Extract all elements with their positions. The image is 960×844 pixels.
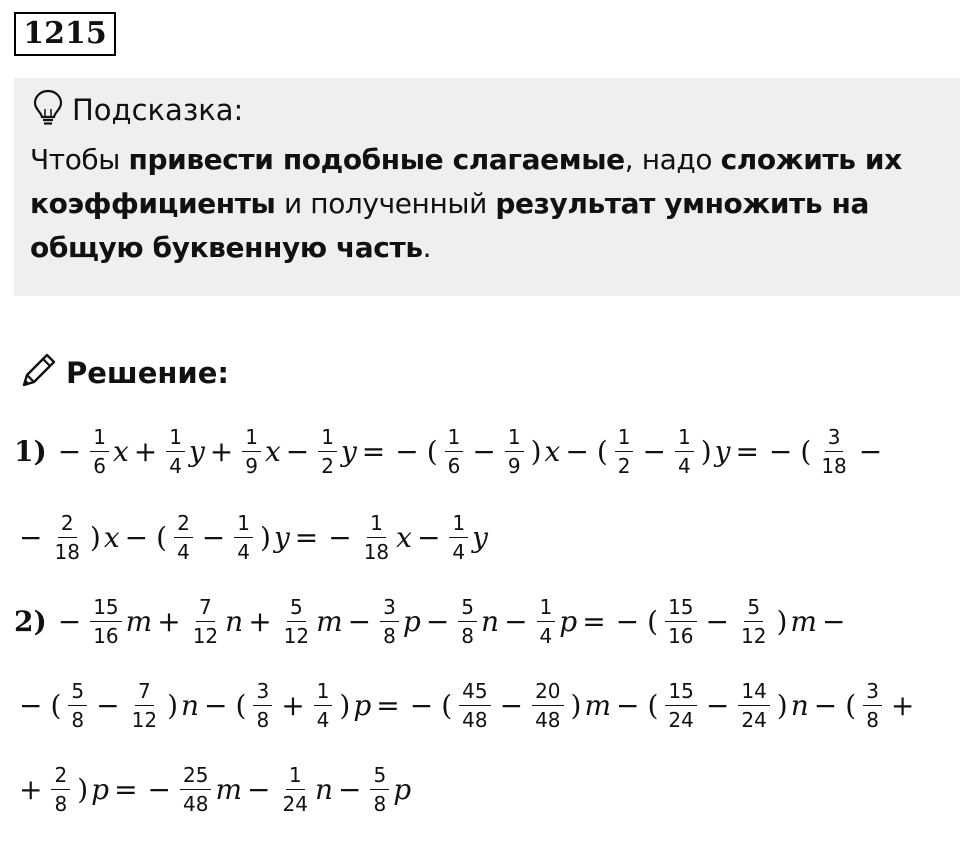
- denominator: 2: [617, 453, 631, 478]
- denominator: 2: [321, 453, 334, 478]
- denominator: 24: [741, 707, 767, 732]
- parenthesis: ): [167, 688, 178, 722]
- variable: x: [103, 520, 120, 554]
- parenthesis: (: [50, 688, 62, 722]
- variable: p: [393, 772, 412, 806]
- variable: m: [125, 604, 153, 638]
- variable: y: [188, 434, 205, 468]
- operator: −: [425, 604, 450, 638]
- operator: =: [735, 434, 759, 468]
- denominator: 8: [383, 623, 396, 648]
- fraction: [68, 679, 87, 732]
- variable: m: [584, 688, 612, 722]
- item-label-2: 2): [14, 604, 47, 638]
- operator: +: [281, 688, 305, 722]
- operator: +: [133, 434, 158, 468]
- solution-header: [18, 350, 229, 396]
- operator: −: [821, 604, 846, 638]
- operator: −: [328, 520, 352, 554]
- denominator: 16: [93, 623, 119, 648]
- numerator: 5: [68, 679, 87, 706]
- operator: +: [19, 772, 43, 806]
- denominator: 9: [245, 453, 258, 478]
- fraction: [129, 679, 160, 732]
- numerator: 1: [615, 425, 634, 452]
- operator: −: [565, 434, 589, 468]
- denominator: 9: [507, 453, 521, 478]
- numerator: 15: [90, 595, 121, 622]
- operator: =: [361, 434, 386, 468]
- fraction: [458, 595, 477, 648]
- variable: x: [396, 520, 412, 554]
- fraction: [234, 511, 253, 564]
- denominator: 12: [283, 623, 310, 648]
- fraction: [90, 595, 121, 648]
- numerator: 14: [738, 679, 769, 706]
- solution-line-5: [14, 756, 411, 822]
- denominator: 4: [316, 707, 330, 732]
- operator: +: [209, 434, 234, 468]
- hint-text-fragment: Чтобы: [30, 143, 129, 176]
- fraction: [281, 595, 312, 648]
- operator: −: [338, 772, 362, 806]
- denominator: 24: [668, 707, 694, 732]
- denominator: 4: [677, 453, 691, 478]
- variable: x: [112, 434, 129, 468]
- fraction: [370, 763, 389, 816]
- denominator: 6: [93, 453, 106, 478]
- variable: p: [353, 688, 372, 722]
- parenthesis: ): [570, 688, 582, 722]
- parenthesis: (: [647, 604, 659, 638]
- solution-title: Решение:: [66, 356, 230, 390]
- numerator: 1: [234, 511, 253, 538]
- hint-text-fragment: привести подобные слагаемые: [128, 143, 625, 176]
- operator: −: [409, 688, 434, 722]
- numerator: 1: [314, 679, 333, 706]
- parenthesis: (: [426, 434, 438, 468]
- fraction: [532, 679, 563, 732]
- denominator: 8: [373, 791, 387, 816]
- numerator: 2: [51, 763, 70, 790]
- denominator: 8: [866, 707, 879, 732]
- solution-line-4: [14, 672, 919, 738]
- operator: −: [858, 434, 883, 468]
- operator: =: [376, 688, 400, 722]
- fraction: [180, 763, 211, 816]
- denominator: 8: [54, 791, 68, 816]
- numerator: 1: [675, 425, 694, 452]
- fraction: [505, 425, 524, 478]
- denominator: 6: [447, 453, 461, 478]
- denominator: 4: [539, 623, 553, 648]
- fraction: [459, 679, 490, 732]
- denominator: 48: [462, 707, 488, 732]
- operator: −: [615, 604, 640, 638]
- fraction: [665, 679, 696, 732]
- fraction: [51, 763, 70, 816]
- numerator: 1: [445, 425, 464, 452]
- numerator: 1: [449, 511, 468, 538]
- solution-line-2: [14, 504, 488, 570]
- variable: y: [714, 434, 731, 468]
- operator: =: [582, 604, 606, 638]
- variable: n: [790, 688, 809, 722]
- lightbulb-icon: [32, 89, 64, 131]
- fraction: [675, 425, 694, 478]
- denominator: 4: [452, 539, 466, 564]
- numerator: 2: [174, 511, 193, 538]
- operator: −: [395, 434, 419, 468]
- variable: x: [264, 434, 281, 468]
- fraction: [314, 679, 333, 732]
- fraction: [738, 679, 769, 732]
- variable: n: [181, 688, 200, 722]
- numerator: 1: [367, 511, 386, 538]
- hint-text-fragment: результат умножить на общую буквенную часть: [30, 187, 869, 264]
- numerator: 1: [537, 595, 556, 622]
- denominator: 24: [282, 791, 308, 816]
- variable: n: [225, 604, 244, 638]
- fraction: [615, 425, 634, 478]
- operator: −: [705, 688, 730, 722]
- operator: =: [114, 772, 138, 806]
- variable: m: [215, 772, 243, 806]
- parenthesis: (: [156, 520, 168, 554]
- denominator: 4: [237, 539, 250, 564]
- denominator: 8: [71, 707, 85, 732]
- parenthesis: ): [700, 434, 712, 468]
- hint-box: [14, 78, 960, 296]
- parenthesis: ): [776, 604, 788, 638]
- operator: +: [890, 688, 915, 722]
- parenthesis: (: [235, 688, 247, 722]
- numerator: 1: [90, 425, 109, 452]
- numerator: 3: [825, 425, 844, 452]
- operator: −: [504, 604, 528, 638]
- variable: y: [472, 520, 488, 554]
- denominator: 16: [668, 623, 694, 648]
- operator: −: [416, 520, 441, 554]
- operator: +: [248, 604, 272, 638]
- operator: −: [201, 520, 226, 554]
- fraction: [253, 679, 272, 732]
- hint-text-fragment: и полученный: [275, 187, 496, 220]
- denominator: 12: [192, 623, 219, 648]
- numerator: 7: [196, 595, 215, 622]
- denominator: 18: [363, 539, 390, 564]
- fraction: [174, 511, 193, 564]
- parenthesis: (: [647, 688, 659, 722]
- operator: −: [247, 772, 271, 806]
- variable: p: [402, 604, 421, 638]
- denominator: 48: [535, 707, 561, 732]
- fraction: [166, 425, 185, 478]
- operator: −: [499, 688, 524, 722]
- operator: −: [96, 688, 120, 722]
- numerator: 7: [135, 679, 154, 706]
- operator: −: [57, 434, 82, 468]
- operator: −: [472, 434, 496, 468]
- operator: −: [347, 604, 372, 638]
- numerator: 3: [380, 595, 399, 622]
- hint-title: Подсказка:: [72, 93, 244, 127]
- hint-text: [30, 138, 930, 270]
- numerator: 3: [253, 679, 272, 706]
- numerator: 20: [532, 679, 563, 706]
- fraction: [738, 595, 769, 648]
- numerator: 15: [665, 595, 696, 622]
- numerator: 1: [505, 425, 524, 452]
- fraction: [242, 425, 261, 478]
- operator: −: [768, 434, 793, 468]
- denominator: 48: [183, 791, 209, 816]
- solution-line-1: [14, 418, 887, 484]
- fraction: [445, 425, 464, 478]
- denominator: 8: [461, 623, 475, 648]
- variable: y: [273, 520, 290, 554]
- fraction: [449, 511, 468, 564]
- operator: −: [19, 520, 43, 554]
- operator: +: [157, 604, 181, 638]
- parenthesis: ): [530, 434, 542, 468]
- numerator: 15: [665, 679, 696, 706]
- operator: −: [616, 688, 640, 722]
- fraction: [863, 679, 882, 732]
- denominator: 12: [741, 623, 767, 648]
- variable: n: [481, 604, 500, 638]
- parenthesis: ): [776, 688, 788, 722]
- problem-number: 1215: [14, 12, 116, 56]
- variable: x: [544, 434, 561, 468]
- hint-text-fragment: сложить их коэффициенты: [30, 143, 902, 220]
- operator: −: [147, 772, 172, 806]
- variable: y: [340, 434, 357, 468]
- numerator: 5: [287, 595, 306, 622]
- numerator: 5: [370, 763, 389, 790]
- variable: p: [91, 772, 110, 806]
- variable: p: [559, 604, 578, 638]
- parenthesis: ): [339, 688, 351, 722]
- parenthesis: (: [596, 434, 608, 468]
- numerator: 1: [286, 763, 305, 790]
- operator: −: [642, 434, 666, 468]
- parenthesis: (: [800, 434, 812, 468]
- numerator: 5: [744, 595, 763, 622]
- operator: −: [813, 688, 838, 722]
- numerator: 25: [180, 763, 211, 790]
- numerator: 2: [58, 511, 77, 538]
- parenthesis: (: [441, 688, 453, 722]
- hint-text-fragment: , надо: [624, 143, 721, 176]
- denominator: 8: [256, 707, 270, 732]
- parenthesis: ): [89, 520, 101, 554]
- fraction: [318, 425, 337, 478]
- fraction: [51, 511, 82, 564]
- fraction: [361, 511, 392, 564]
- numerator: 45: [459, 679, 490, 706]
- numerator: 1: [166, 425, 185, 452]
- operator: −: [19, 688, 43, 722]
- fraction: [380, 595, 399, 648]
- fraction: [665, 595, 696, 648]
- parenthesis: (: [845, 688, 857, 722]
- operator: −: [204, 688, 228, 722]
- denominator: 4: [169, 453, 182, 478]
- fraction: [90, 425, 109, 478]
- variable: m: [316, 604, 343, 638]
- numerator: 3: [863, 679, 882, 706]
- solution-line-3: [14, 588, 850, 654]
- numerator: 1: [318, 425, 337, 452]
- parenthesis: ): [260, 520, 271, 554]
- operator: −: [124, 520, 149, 554]
- fraction: [818, 425, 849, 478]
- denominator: 18: [54, 539, 80, 564]
- pencil-icon: [18, 351, 58, 395]
- denominator: 12: [131, 707, 158, 732]
- fraction: [190, 595, 221, 648]
- operator: −: [285, 434, 310, 468]
- operator: −: [705, 604, 729, 638]
- numerator: 1: [242, 425, 261, 452]
- fraction: [537, 595, 556, 648]
- parenthesis: ): [77, 772, 89, 806]
- item-label-1: 1): [14, 434, 47, 468]
- hint-header: [32, 88, 243, 132]
- numerator: 5: [458, 595, 477, 622]
- fraction: [280, 763, 311, 816]
- denominator: 18: [821, 453, 847, 478]
- variable: n: [314, 772, 333, 806]
- operator: =: [294, 520, 319, 554]
- variable: m: [790, 604, 817, 638]
- operator: −: [57, 604, 82, 638]
- hint-text-fragment: .: [422, 231, 432, 264]
- denominator: 4: [177, 539, 190, 564]
